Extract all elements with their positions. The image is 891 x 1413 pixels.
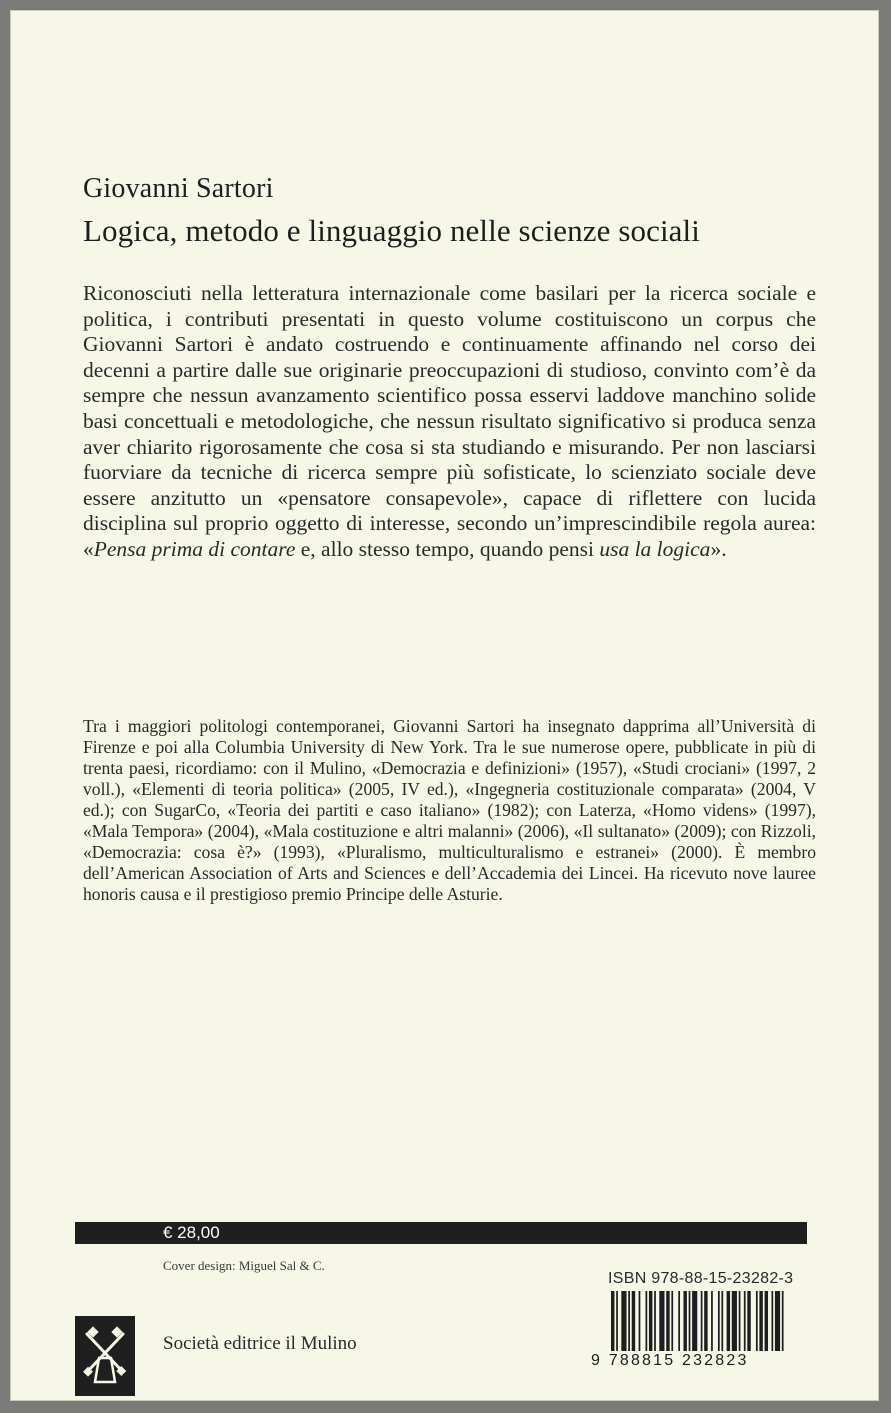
barcode-digits: 9 788815 232823: [591, 1352, 749, 1369]
isbn-label: ISBN 978-88-15-23282-3: [608, 1270, 794, 1287]
blurb-text-2: e, allo stesso tempo, quando pensi: [295, 536, 600, 561]
cover-design-credit: Cover design: Miguel Sal & C.: [163, 1258, 325, 1273]
price-label: € 28,00: [163, 1223, 220, 1242]
blurb-italic-1: Pensa prima di contare: [93, 536, 296, 561]
author-name: Giovanni Sartori: [83, 173, 274, 204]
blurb-text-3: ».: [710, 536, 727, 561]
blurb-paragraph: [83, 281, 816, 563]
book-title: Logica, metodo e linguaggio nelle scienze sociali: [83, 213, 700, 248]
back-cover: [10, 10, 879, 1401]
blurb-text-1: Riconosciuti nella letteratura internazionale come basilari per la ricerca sociale e politica, i contributi presentati in questo volume costituiscono un corpus che Giovanni Sartori è andato costruendo e continuamente affinando nel corso dei decenni a partire dalle sue originarie preoccupazioni di studioso, convinto com’è da sempre che nessun avanzamento scientifico possa esservi laddove manchino solide basi concettuali e metodologiche, che nessun risultato significativo si produca senza aver chiarito rigorosamente che cosa si sta studiando e misurando. Per non lasciarsi fuorviare da tecniche di ricerca sempre più sofisticate, lo scienziato sociale deve essere anzitutto un «pensatore consapevole», capace di riflettere con lucida disciplina sul proprio oggetto di interesse, secondo un’imprescindibile regola aurea: «: [83, 281, 816, 561]
windmill-logo-icon: [75, 1316, 135, 1396]
publisher-name: Società editrice il Mulino: [163, 1333, 357, 1354]
barcode-icon: [611, 1291, 787, 1351]
price-bar: [75, 1222, 807, 1244]
blurb-italic-2: usa la logica: [599, 536, 711, 561]
author-bio: Tra i maggiori politologi contemporanei, Giovanni Sartori ha insegnato dapprima all’Università di Firenze e poi alla Columbia University di New York. Tra le sue numerose opere, pubblicate in più di trenta paesi, ricordiamo: con il Mulino, «Democrazia e definizioni» (1957), «Studi crociani» (1997, 2 voll.), «Elementi di teoria politica» (2005, IV ed.), «Ingegneria costituzionale comparata» (2004, V ed.); con SugarCo, «Teoria dei partiti e caso italiano» (1982); con Laterza, «Homo videns» (1997), «Mala Tempora» (2004), «Mala costituzione e altri malanni» (2006), «Il sultanato» (2009); con Rizzoli, «Democrazia: cosa è?» (1993), «Pluralismo, multiculturalismo e estranei» (2000). È membro dell’American Association of Arts and Sciences e dell’Accademia dei Lincei. Ha ricevuto nove lauree honoris causa e il prestigioso premio Principe delle Asturie.: [83, 716, 816, 904]
